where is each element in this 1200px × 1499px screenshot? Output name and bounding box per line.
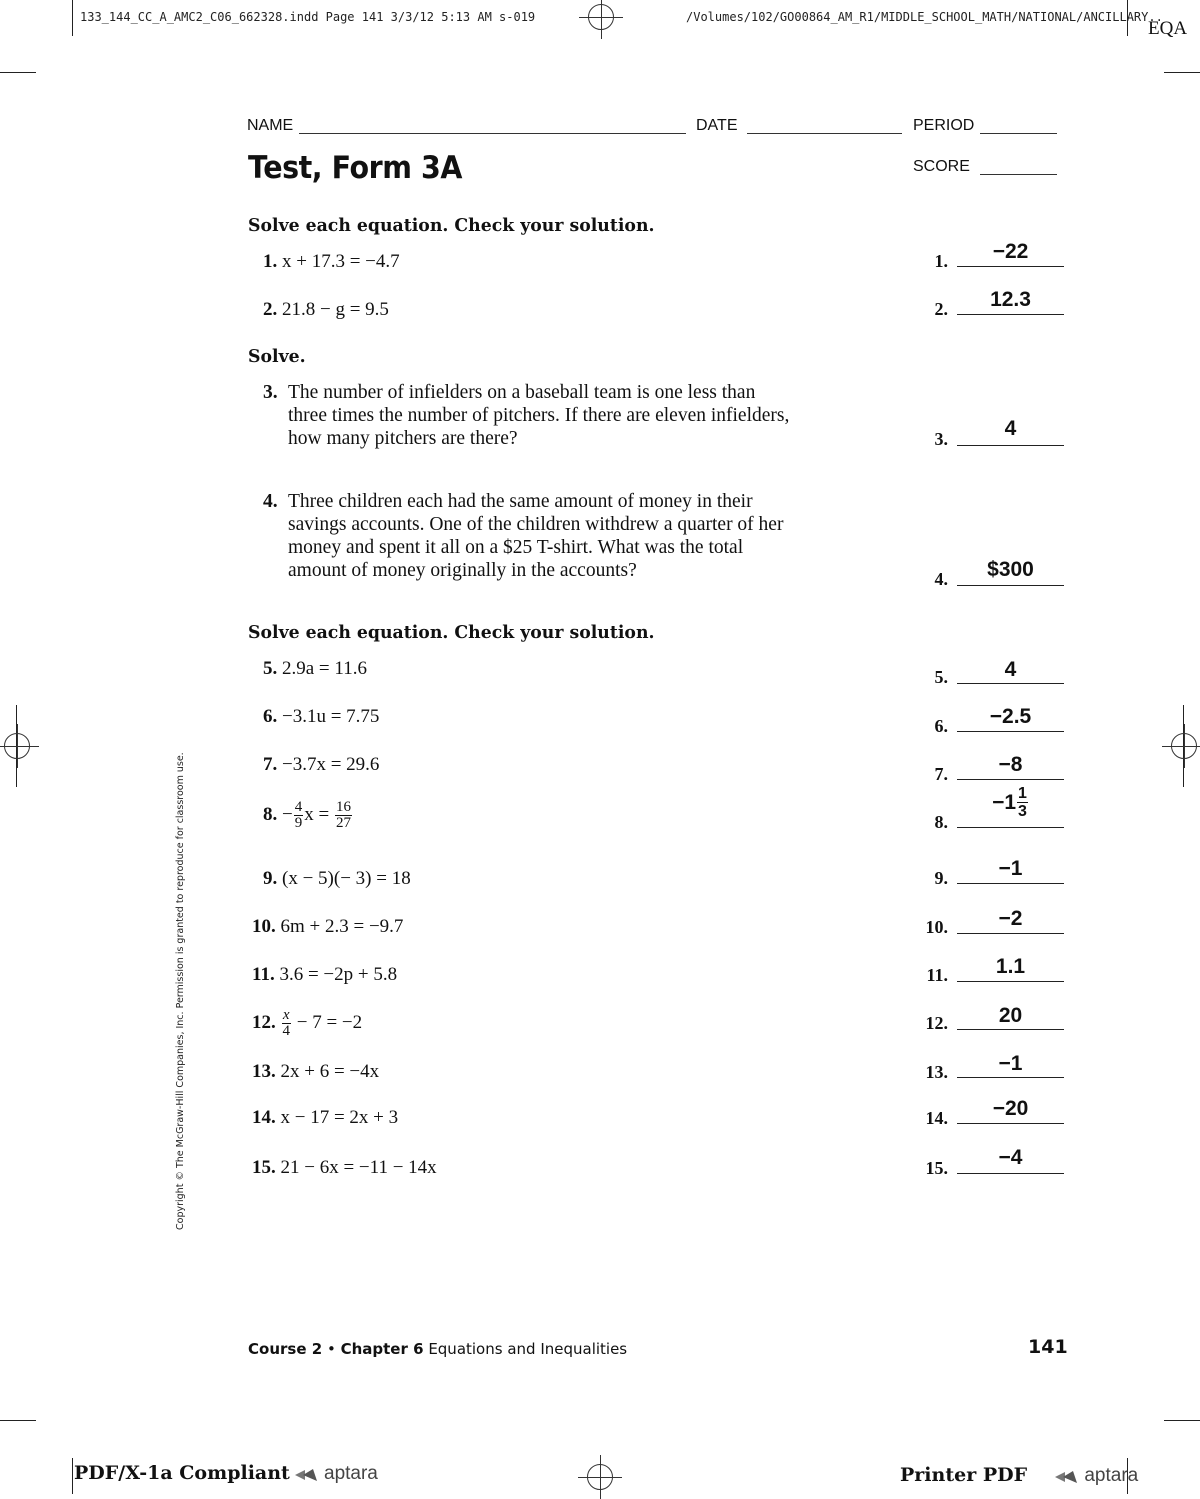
date-label: DATE [696, 117, 738, 134]
page-number: 141 [1028, 1336, 1068, 1358]
answer-blank[interactable] [957, 445, 1064, 446]
question-5 [263, 657, 367, 680]
answer-value: −2.5 [989, 705, 1032, 728]
slug-right: /Volumes/102/GO00864_AM_R1/MIDDLE_SCHOOL_MATH/NATIONAL/ANCILLARY.. [686, 10, 1163, 24]
question-6 [263, 705, 379, 728]
answer-number: 10. [925, 917, 948, 937]
question-14 [252, 1106, 398, 1129]
answer-value: −4 [998, 1146, 1023, 1169]
question-text: 21 − 6x = −11 − 14x [280, 1157, 437, 1178]
question-number: 2. [263, 299, 278, 320]
score-label: SCORE [913, 158, 970, 175]
registration-mark-icon [4, 733, 30, 759]
period-field[interactable] [980, 133, 1057, 134]
question-number: 3. [263, 382, 278, 403]
section-instruction: Solve each equation. Check your solution. [248, 215, 655, 236]
section-instruction: Solve each equation. Check your solution. [248, 622, 655, 643]
answer-number: 15. [925, 1158, 948, 1178]
answer-value: −8 [998, 753, 1023, 776]
question-line: The number of infielders on a baseball team is one less than [288, 382, 756, 403]
question-line: Three children each had the same amount of money in their [288, 491, 753, 512]
crop-mark [0, 1420, 36, 1421]
registration-mark-icon [587, 1464, 613, 1490]
question-text: 21.8 − g = 9.5 [282, 299, 389, 320]
question-line: amount of money originally in the accounts? [288, 560, 637, 581]
answer-value: 1.1 [995, 955, 1026, 978]
question-number: 12. [252, 1011, 276, 1033]
question-text: x + 17.3 = −4.7 [282, 251, 400, 272]
answer-blank[interactable] [957, 883, 1064, 884]
footer-bullet: • [326, 1340, 336, 1358]
name-field[interactable] [299, 133, 686, 134]
question-number: 6. [263, 706, 278, 727]
question-10 [252, 915, 403, 938]
answer-blank[interactable] [957, 827, 1064, 828]
pdf-mark-label: PDF/X-1a Compliant [74, 1462, 290, 1484]
answer-value: −22 [992, 240, 1029, 263]
answer-value: 4 [1004, 658, 1017, 681]
answer-blank[interactable] [957, 1077, 1064, 1078]
question-text: 3.6 = −2p + 5.8 [279, 964, 398, 985]
question-number: 14. [252, 1107, 276, 1128]
date-field[interactable] [747, 133, 902, 134]
answer-blank[interactable] [957, 1123, 1064, 1124]
question-15 [252, 1156, 437, 1179]
registration-mark-icon [588, 4, 614, 30]
fraction: $\frac{x}{4}$ [282, 1007, 290, 1039]
answer-number: 7. [934, 764, 948, 784]
answer-number: 11. [926, 965, 948, 985]
answer-number: 4. [934, 569, 948, 589]
question-sign: − [282, 803, 293, 825]
answer-blank[interactable] [957, 266, 1064, 267]
answer-blank[interactable] [957, 1173, 1064, 1174]
copyright-notice: Copyright © The McGraw-Hill Companies, Inc. Permission is granted to reproduce for classroom use. [175, 752, 186, 1230]
question-text: − 7 = −2 [296, 1011, 363, 1033]
question-line: savings accounts. One of the children withdrew a quarter of her [288, 514, 784, 535]
registration-mark-icon [1171, 733, 1197, 759]
question-9 [263, 867, 411, 890]
question-number: 1. [263, 251, 278, 272]
answer-number: 3. [934, 429, 948, 449]
page-footer [248, 1340, 627, 1358]
question-text: 6m + 2.3 = −9.7 [280, 916, 404, 937]
answer-number: 8. [934, 812, 948, 832]
answer-value: $300 [987, 558, 1034, 581]
question-7 [263, 753, 379, 776]
slug-corner: EQA [1148, 18, 1188, 39]
answer-value: 4 [1004, 417, 1017, 440]
answer-number: 12. [925, 1013, 948, 1033]
crop-mark [1164, 72, 1200, 73]
crop-mark [72, 1458, 73, 1494]
question-text: 2.9a = 11.6 [282, 658, 367, 679]
printer-pdf-label: Printer PDF [900, 1464, 1028, 1486]
course-label: Course 2 [248, 1340, 323, 1358]
question-text: x = [304, 803, 330, 825]
answer-number: 1. [934, 251, 948, 271]
slug-left: 133_144_CC_A_AMC2_C06_662328.indd Page 141 3/3/12 5:13 AM s-019 [80, 10, 536, 24]
question-4 [263, 490, 863, 582]
answer-number: 6. [934, 716, 948, 736]
question-1 [263, 250, 400, 273]
question-number: 7. [263, 754, 278, 775]
answer-blank[interactable] [957, 683, 1064, 684]
answer-blank[interactable] [957, 585, 1064, 586]
answer-blank[interactable] [957, 731, 1064, 732]
period-label: PERIOD [913, 117, 975, 134]
page-title: Test, Form 3A [248, 150, 462, 186]
question-3 [263, 381, 863, 450]
question-number: 15. [252, 1157, 276, 1178]
question-number: 13. [252, 1061, 276, 1082]
answer-value: −20 [992, 1097, 1029, 1120]
name-label: NAME [247, 117, 294, 134]
question-12 [252, 1008, 362, 1039]
pdf-compliance-mark [74, 1462, 378, 1485]
question-8 [263, 800, 353, 831]
aptara-label: aptara [1084, 1465, 1139, 1486]
chapter-title: Equations and Inequalities [428, 1340, 628, 1358]
question-number: 4. [263, 491, 278, 512]
question-line: how many pitchers are there? [288, 428, 518, 449]
score-field[interactable] [980, 174, 1057, 175]
answer-value: −1 $\frac{1}{3}$ [992, 785, 1027, 820]
answer-value: 12.3 [990, 288, 1031, 311]
question-number: 8. [263, 803, 278, 825]
answer-blank[interactable] [957, 933, 1064, 934]
answer-number: 9. [934, 868, 948, 888]
aptara-logo-icon [1055, 1470, 1079, 1484]
answer-number: 14. [925, 1108, 948, 1128]
answer-blank[interactable] [957, 981, 1064, 982]
question-line: money and spent it all on a $25 T-shirt. What was the total [288, 537, 744, 558]
fraction: $\frac{16}{27}$ [335, 799, 351, 831]
answer-value: −1 [998, 857, 1023, 880]
question-2 [263, 298, 389, 321]
aptara-label: aptara [324, 1463, 378, 1484]
answer-number: 13. [925, 1062, 948, 1082]
question-number: 9. [263, 868, 278, 889]
answer-number: 5. [934, 667, 948, 687]
answer-value: −2 [998, 907, 1023, 930]
question-text: −3.1u = 7.75 [282, 706, 380, 727]
question-text: (x − 5)(− 3) = 18 [282, 868, 411, 889]
answer-value: 20 [998, 1004, 1023, 1027]
question-number: 11. [252, 964, 275, 985]
fraction: $\frac{4}{9}$ [294, 799, 303, 831]
chapter-label: Chapter 6 [340, 1340, 424, 1358]
question-11 [252, 963, 397, 986]
question-text: x − 17 = 2x + 3 [280, 1107, 399, 1128]
answer-number: 2. [934, 299, 948, 319]
question-13 [252, 1060, 379, 1083]
crop-mark [72, 0, 73, 36]
answer-blank[interactable] [957, 779, 1064, 780]
aptara-logo-icon [295, 1468, 319, 1482]
crop-mark [1164, 1420, 1200, 1421]
section-instruction: Solve. [248, 346, 306, 367]
answer-value: −1 [998, 1052, 1023, 1075]
question-line: three times the number of pitchers. If there are eleven infielders, [288, 405, 790, 426]
question-text: −3.7x = 29.6 [282, 754, 380, 775]
crop-mark [0, 72, 36, 73]
printer-pdf-mark [900, 1464, 1138, 1487]
answer-blank[interactable] [957, 314, 1064, 315]
answer-blank[interactable] [957, 1029, 1064, 1030]
question-number: 10. [252, 916, 276, 937]
question-number: 5. [263, 658, 278, 679]
question-text: 2x + 6 = −4x [280, 1061, 380, 1082]
